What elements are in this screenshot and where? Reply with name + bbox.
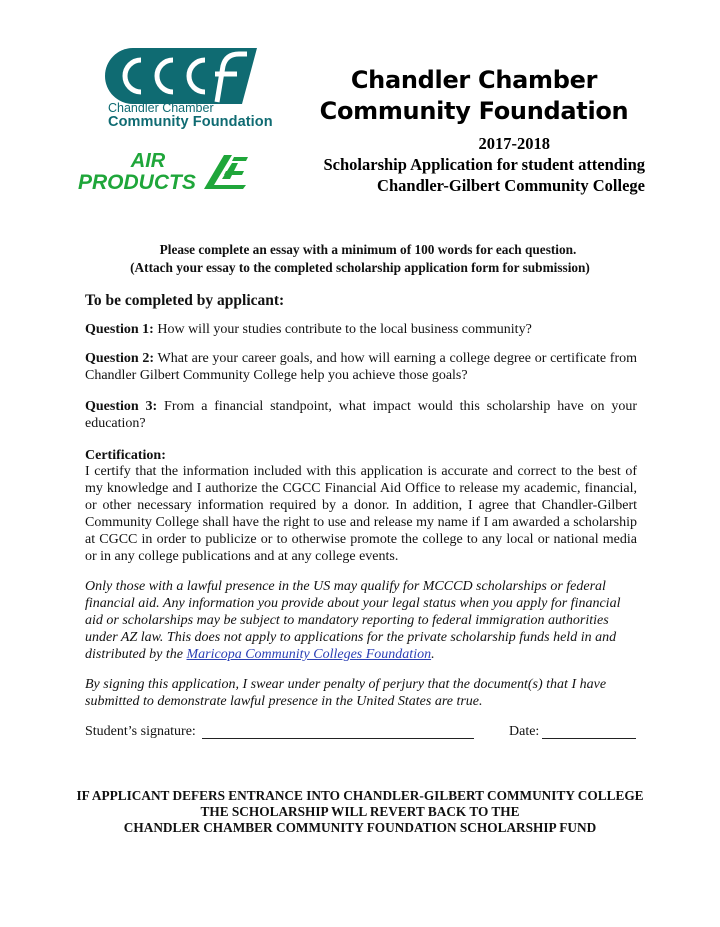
cccf-logo-line2: Community Foundation — [108, 114, 273, 130]
cccf-logo-text — [108, 101, 273, 129]
question-3 — [85, 398, 637, 432]
footer-line3: CHANDLER CHAMBER COMMUNITY FOUNDATION SCHOLARSHIP FUND — [123, 820, 597, 835]
question-2 — [85, 350, 637, 384]
footer-line2: THE SCHOLARSHIP WILL REVERT BACK TO THE — [200, 804, 520, 819]
subtitle-year: 2017-2018 — [478, 134, 550, 153]
question-2-label: Question 2: — [85, 351, 155, 366]
signature-line[interactable] — [202, 738, 474, 739]
question-1 — [85, 321, 637, 338]
certification-heading: Certification: — [85, 448, 166, 463]
date-line[interactable] — [542, 738, 636, 739]
page-title — [300, 65, 648, 127]
air-products-logo-line1: AIR — [130, 150, 166, 172]
title-line2: Community Foundation — [319, 97, 629, 125]
question-1-label: Question 1: — [85, 322, 154, 337]
air-products-logo — [76, 149, 256, 193]
question-3-label: Question 3: — [85, 399, 158, 414]
air-products-mark-icon — [204, 155, 248, 189]
cccf-logo-line1: Chandler Chamber — [108, 101, 214, 115]
question-2-text: What are your career goals, and how will earning a college degree or certificate from Chandler Gilbert Community College help you achieve those goals? — [85, 351, 637, 383]
date-label: Date: — [509, 724, 540, 739]
subtitle-line1: Scholarship Application for student attending — [323, 155, 645, 174]
legal-notice-text: Only those with a lawful presence in the US may qualify for MCCCD scholarships or federal financial aid. Any information you provide about your legal status when you apply for financial aid or scholarships may be subject to mandatory reporting to federal immigration authorities under AZ law. This does not apply to applications for the private scholarship funds held in and distributed by the — [85, 579, 621, 662]
certification-text: I certify that the information included with this application is accurate and correct to the best of my knowledge and I authorize the CGCC Financial Aid Office to release my academic, financial, or other necessary information required by a donor. In addition, I agree that Chandler-Gilbert Community College shall have the right to use and release my name if I am awarded a scholarship at CGCC in order to publicize or to otherwise promote the college to any local or national media or in any college publications and at any college events. — [85, 464, 637, 564]
signature-label: Student’s signature: — [85, 724, 196, 739]
legal-notice — [85, 578, 637, 663]
maricopa-foundation-link[interactable]: Maricopa Community Colleges Foundation — [186, 647, 432, 662]
question-3-text: From a financial standpoint, what impact would this scholarship have on your education? — [85, 399, 638, 431]
section-heading: To be completed by applicant: — [85, 292, 285, 309]
question-1-text: How will your studies contribute to the local business community? — [153, 322, 532, 337]
legal-notice-end: . — [431, 647, 435, 662]
title-line1: Chandler Chamber — [350, 66, 598, 94]
perjury-statement: By signing this application, I swear under penalty of perjury that the document(s) that I have submitted to demonstrate lawful presence in the United States are true. — [85, 677, 607, 709]
subtitle-line2: Chandler-Gilbert Community College — [377, 176, 645, 195]
instructions-line2: (Attach your essay to the completed scholarship application form for submission) — [130, 260, 590, 275]
cccf-mark-icon — [97, 46, 297, 106]
instructions-line1: Please complete an essay with a minimum of 100 words for each question. — [159, 242, 577, 257]
instructions — [70, 241, 650, 277]
air-products-logo-line2: PRODUCTS — [78, 171, 196, 193]
subtitle — [280, 133, 645, 196]
footer-line1: IF APPLICANT DEFERS ENTRANCE INTO CHANDLER-GILBERT COMMUNITY COLLEGE — [76, 788, 644, 803]
footer-notice — [20, 788, 700, 836]
